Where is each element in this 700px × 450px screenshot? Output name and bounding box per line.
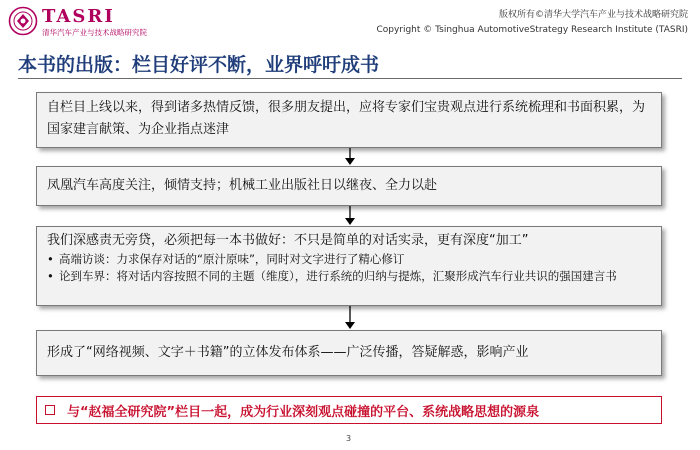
page-number: 3 [346, 434, 352, 443]
down-arrow-icon [344, 306, 356, 330]
flow-step-3 [36, 226, 662, 306]
flow-step-3-main: 我们深感责无旁贷，必须把每一本书做好：不只是简单的对话实录，更有深度“加工” [47, 233, 529, 248]
logo-subtitle: 清华汽车产业与技术战略研究院 [42, 28, 147, 37]
copyright-cn: 版权所有©清华大学汽车产业与技术战略研究院 [498, 10, 688, 20]
bullet-icon: • [47, 252, 54, 266]
list-item [47, 268, 651, 285]
slide-title: 本书的出版：栏目好评不断，业界呼吁成书 [18, 54, 380, 76]
list-item [47, 251, 651, 268]
header [0, 0, 700, 44]
bullet-icon: • [47, 269, 54, 283]
title-divider [18, 78, 682, 79]
tasri-emblem-icon [8, 6, 38, 36]
copyright-en: Copyright © Tsinghua AutomotiveStrategy Research Institute (TASRI) [376, 25, 688, 35]
flow-step-4: 形成了“网络视频、文字＋书籍”的立体发布体系——广泛传播，答疑解惑，影响产业 [36, 330, 662, 376]
copyright [376, 8, 688, 38]
highlight-note [36, 396, 662, 424]
flow-step-1: 自栏目上线以来，得到诸多热情反馈，很多朋友提出，应将专家们宝贵观点进行系统梳理和书面积累，为国家建言献策、为企业指点迷津 [36, 92, 662, 148]
highlight-note-text: 与“赵福全研究院”栏目一起，成为行业深刻观点碰撞的平台、系统战略思想的源泉 [67, 405, 540, 420]
down-arrow-icon [344, 206, 356, 226]
square-bullet-icon [45, 405, 55, 415]
flow-step-2: 凤凰汽车高度关注，倾情支持；机械工业出版社日以继夜、全力以赴 [36, 166, 662, 206]
tasri-logo [8, 6, 188, 38]
bullet-text: 高端访谈：力求保存对话的“原汁原味”，同时对文字进行了精心修订 [59, 252, 405, 266]
down-arrow-icon [344, 148, 356, 166]
bullet-text: 论到车界：将对话内容按照不同的主题（维度），进行系统的归纳与提炼，汇聚形成汽车行业共识的强国建言书 [59, 269, 617, 283]
logo-title: TASRI [42, 6, 115, 27]
